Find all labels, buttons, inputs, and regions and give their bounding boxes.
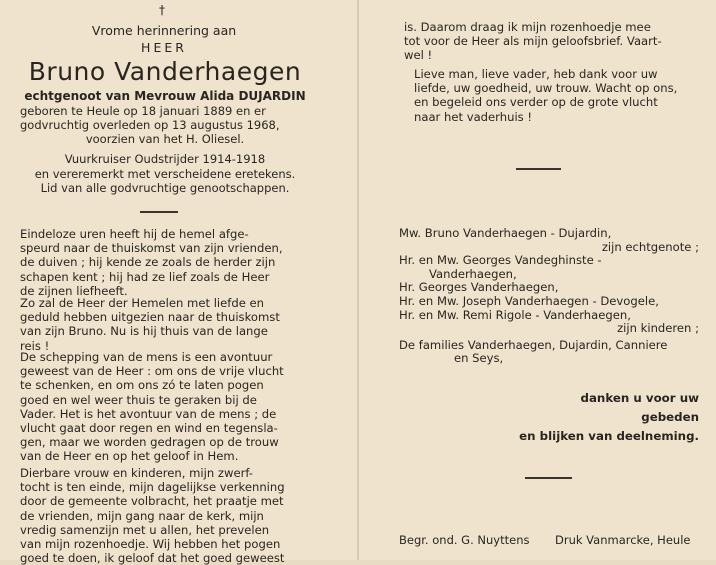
cross-icon: †: [159, 3, 165, 17]
thanks-line-1: danken u voor uw gebeden: [580, 391, 699, 424]
honors-line-3: Lid van alle godvruchtige genootschappen.: [40, 181, 290, 195]
left-panel: [0, 0, 357, 565]
family-line: Hr. en Mw. Georges Vandeghinste -: [399, 253, 602, 268]
printer-left: Begr. ond. G. Nuyttens: [399, 533, 530, 547]
divider: [516, 168, 561, 170]
divider: [140, 211, 178, 213]
printer-right: Druk Vanmarcke, Heule: [555, 533, 691, 547]
born-line-3: voorzien van het H. Oliesel.: [85, 132, 245, 146]
right-panel: [359, 0, 716, 560]
family-line: Vanderhaegen,: [429, 266, 517, 281]
family-list: [399, 227, 699, 366]
families-line: en Seys,: [454, 351, 504, 366]
paragraph-5: is. Daarom draag ik mijn rozenhoedje mee tot voor de Heer als mijn geloofsbrief. Vaart- wel !: [404, 20, 662, 63]
divider: [525, 477, 572, 479]
family-line: Hr. en Mw. Remi Rigole - Vanderhaegen,: [399, 307, 631, 322]
title: HEER: [141, 40, 187, 55]
family-line: Hr. en Mw. Joseph Vanderhaegen - Devogele,: [399, 293, 659, 308]
family-line: Hr. Georges Vanderhaegen,: [399, 280, 559, 295]
honors-line-1: Vuurkruiser Oudstrijder 1914-1918: [64, 152, 266, 166]
family-role: zijn kinderen ;: [617, 321, 699, 336]
paragraph-4: Dierbare vrouw en kinderen, mijn zwerf- tocht is ten einde, mijn dagelijkse verkenning door de gemeente volbracht, het praatje met de vrienden, mijn gang naar de kerk, mijn vredig samenzijn met u allen, het prevelen van mijn rozenhoedje. Wij hebben het pogen goed te doen, ik geloof dat het goed geweest: [20, 466, 285, 565]
thanks-text: [519, 389, 699, 446]
deceased-name: Bruno Vanderhaegen: [28, 57, 302, 86]
honors-text: [20, 152, 310, 196]
family-role: zijn echtgenote ;: [601, 239, 699, 254]
birth-death-text: [20, 104, 310, 146]
paragraph-2: Zo zal de Heer der Hemelen met liefde en geduld hebben uitgezien naar de thuiskomst van zijn Bruno. Nu is hij thuis van de lange reis !: [20, 296, 280, 353]
thanks-line-2: en blijken van deelneming.: [519, 429, 699, 443]
honors-line-2: en vereremerkt met verscheidene eretekens.: [34, 166, 296, 181]
paragraph-6: Lieve man, lieve vader, heb dank voor uw liefde, uw goedheid, uw trouw. Wacht op ons, en begeleid ons verder op de grote vlucht naar het vaderhuis !: [414, 67, 678, 124]
spouse-line: echtgenoot van Mevrouw Alida DUJARDIN: [24, 89, 306, 103]
heading: Vrome herinnering aan: [91, 23, 237, 38]
family-line: Mw. Bruno Vanderhaegen - Dujardin,: [399, 226, 612, 240]
born-line-1: geboren te Heule op 18 januari 1889 en er: [20, 104, 266, 118]
families-line: De families Vanderhaegen, Dujardin, Canniere: [399, 337, 668, 352]
born-line-2: godvruchtig overleden op 13 augustus 1968,: [20, 118, 280, 132]
paragraph-1: Eindeloze uren heeft hij de hemel afge- speurd naar de thuiskomst van zijn vrienden, de duiven ; hij kende ze zoals de herder zijn schapen kent ; hij had ze lief zoals de Heer de zijnen liefheeft.: [20, 227, 283, 298]
paragraph-3: De schepping van de mens is een avontuur geweest van de Heer : om ons de vrije vlucht te schenken, en om ons zó te laten pogen goed en wel weer thuis te geraken bij de Vader. Het is het avontuur van de mens ; de vlucht gaat door regen en wind en tegensla- gen, maar we worden gedragen op de trouw van de Heer en op het geloof in Hem.: [20, 350, 284, 464]
